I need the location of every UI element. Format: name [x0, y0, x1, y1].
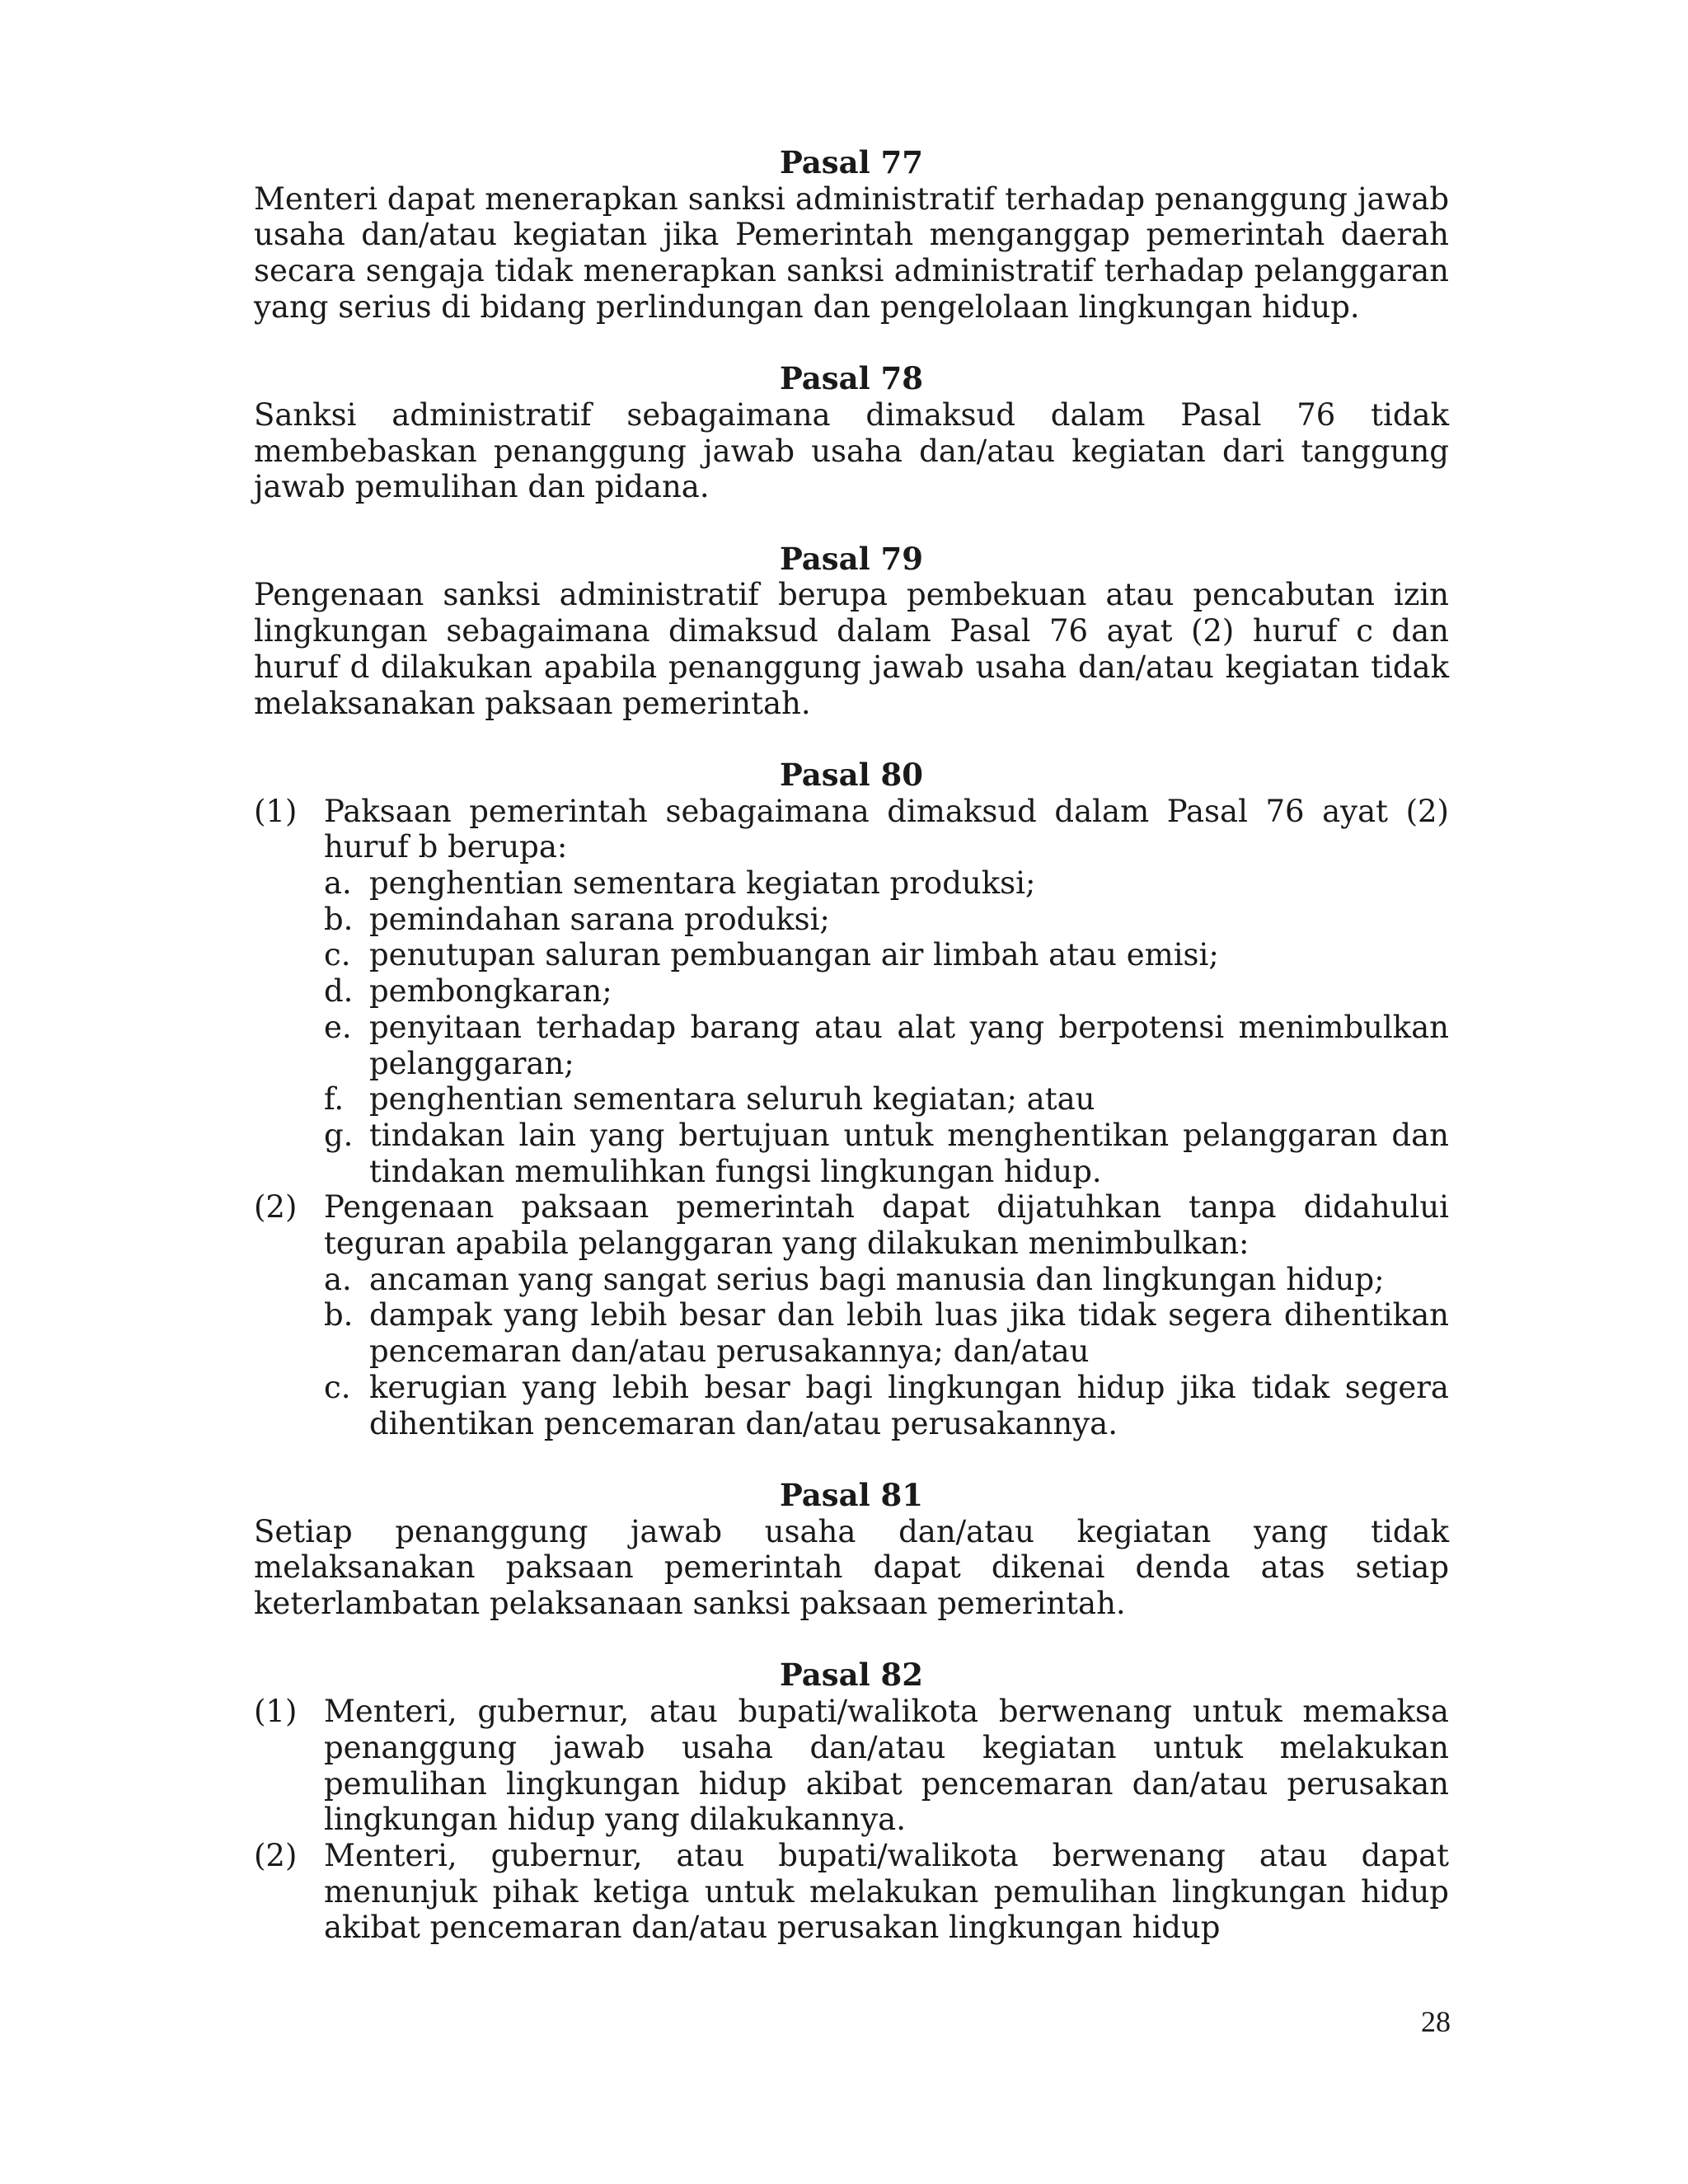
huruf-text: pemindahan sarana produksi;: [369, 901, 830, 937]
huruf-list: [324, 1262, 1449, 1442]
huruf-item: [324, 1118, 1449, 1189]
huruf-text: pembongkaran;: [369, 973, 612, 1010]
ayat-number: (2): [254, 1837, 298, 1873]
huruf-item: [324, 1370, 1449, 1441]
pasal-80: [254, 757, 1449, 1441]
document-body: [254, 145, 1449, 1982]
ayat-number: (1): [254, 1694, 298, 1730]
pasal-78: [254, 361, 1449, 505]
ayat-text: Pengenaan paksaan pemerintah dapat dijatuhkan tanpa didahului teguran apabila pelanggaran yang dilakukan menimbulkan:: [324, 1189, 1449, 1262]
pasal-82: [254, 1657, 1449, 1946]
pasal-heading: Pasal 80: [779, 756, 924, 793]
pasal-text: Sanksi administratif sebagaimana dimaksud dalam Pasal 76 tidak membebaskan penanggung jawab usaha dan/atau kegiatan dari tanggung jawab pemulihan dan pidana.: [254, 396, 1449, 505]
huruf-label: g.: [324, 1117, 354, 1153]
huruf-text: ancaman yang sangat serius bagi manusia dan lingkungan hidup;: [369, 1261, 1385, 1297]
huruf-text: tindakan lain yang bertujuan untuk menghentikan pelanggaran dan tindakan memulihkan fungsi lingkungan hidup.: [369, 1117, 1449, 1189]
huruf-text: dampak yang lebih besar dan lebih luas jika tidak segera dihentikan pencemaran dan/atau perusakannya; dan/atau: [369, 1297, 1449, 1370]
huruf-text: penutupan saluran pembuangan air limbah atau emisi;: [369, 937, 1219, 973]
huruf-label: a.: [324, 1261, 352, 1297]
ayat-item: [254, 1838, 1449, 1946]
huruf-text: penghentian sementara kegiatan produksi;: [369, 865, 1036, 902]
pasal-heading: Pasal 81: [779, 1476, 924, 1513]
huruf-text: kerugian yang lebih besar bagi lingkungan hidup jika tidak segera dihentikan pencemaran dan/atau perusakannya.: [369, 1369, 1449, 1441]
pasal-heading: Pasal 79: [779, 540, 924, 577]
pasal-heading: Pasal 77: [779, 144, 924, 180]
ayat-number: (2): [254, 1189, 298, 1226]
huruf-item: [324, 937, 1449, 973]
ayat-text: Menteri, gubernur, atau bupati/walikota berwenang atau dapat menunjuk pihak ketiga untuk melakukan pemulihan lingkungan hidup akibat pencemaran dan/atau perusakan lingkungan hidup: [324, 1837, 1449, 1946]
ayat-item: [254, 794, 1449, 1190]
pasal-heading: Pasal 78: [779, 360, 924, 397]
huruf-item: [324, 902, 1449, 938]
ayat-text: Paksaan pemerintah sebagaimana dimaksud dalam Pasal 76 ayat (2) huruf b berupa:: [324, 793, 1449, 865]
ayat-item: [254, 1189, 1449, 1441]
huruf-list: [324, 865, 1449, 1189]
huruf-item: [324, 1262, 1449, 1298]
pasal-heading: Pasal 82: [779, 1657, 924, 1694]
huruf-item: [324, 1010, 1449, 1081]
huruf-item: [324, 1297, 1449, 1369]
huruf-label: d.: [324, 973, 354, 1010]
huruf-item: [324, 973, 1449, 1010]
huruf-item: [324, 1081, 1449, 1118]
huruf-label: c.: [324, 937, 351, 973]
huruf-label: c.: [324, 1369, 351, 1405]
ayat-number: (1): [254, 793, 298, 829]
huruf-label: a.: [324, 865, 352, 902]
huruf-label: b.: [324, 1297, 354, 1333]
pasal-81: [254, 1478, 1449, 1622]
ayat-item: [254, 1694, 1449, 1838]
pasal-text: Pengenaan sanksi administratif berupa pembekuan atau pencabutan izin lingkungan sebagaimana dimaksud dalam Pasal 76 ayat (2) huruf c dan huruf d dilakukan apabila penanggung jawab usaha dan/atau kegiatan tidak melaksanakan paksaan pemerintah.: [254, 577, 1449, 721]
huruf-label: f.: [324, 1081, 345, 1118]
ayat-text: Menteri, gubernur, atau bupati/walikota berwenang untuk memaksa penanggung jawab usaha dan/atau kegiatan untuk melakukan pemulihan lingkungan hidup akibat pencemaran dan/atau perusakan lingkungan hidup yang dilakukannya.: [324, 1694, 1449, 1838]
pasal-77: [254, 145, 1449, 326]
pasal-79: [254, 541, 1449, 722]
pasal-text: Setiap penanggung jawab usaha dan/atau kegiatan yang tidak melaksanakan paksaan pemerintah dapat dikenai denda atas setiap keterlambatan pelaksanaan sanksi paksaan pemerintah.: [254, 1513, 1449, 1622]
huruf-label: e.: [324, 1009, 352, 1045]
huruf-text: penghentian sementara seluruh kegiatan; atau: [369, 1081, 1095, 1118]
pasal-text: Menteri dapat menerapkan sanksi administratif terhadap penanggung jawab usaha dan/atau kegiatan jika Pemerintah menganggap pemerintah daerah secara sengaja tidak menerapkan sanksi administratif terhadap pelanggaran yang serius di bidang perlindungan dan pengelolaan lingkungan hidup.: [254, 180, 1449, 325]
huruf-text: penyitaan terhadap barang atau alat yang berpotensi menimbulkan pelanggaran;: [369, 1009, 1449, 1081]
huruf-item: [324, 865, 1449, 902]
page-number: 28: [1421, 2005, 1451, 2038]
huruf-label: b.: [324, 901, 354, 937]
